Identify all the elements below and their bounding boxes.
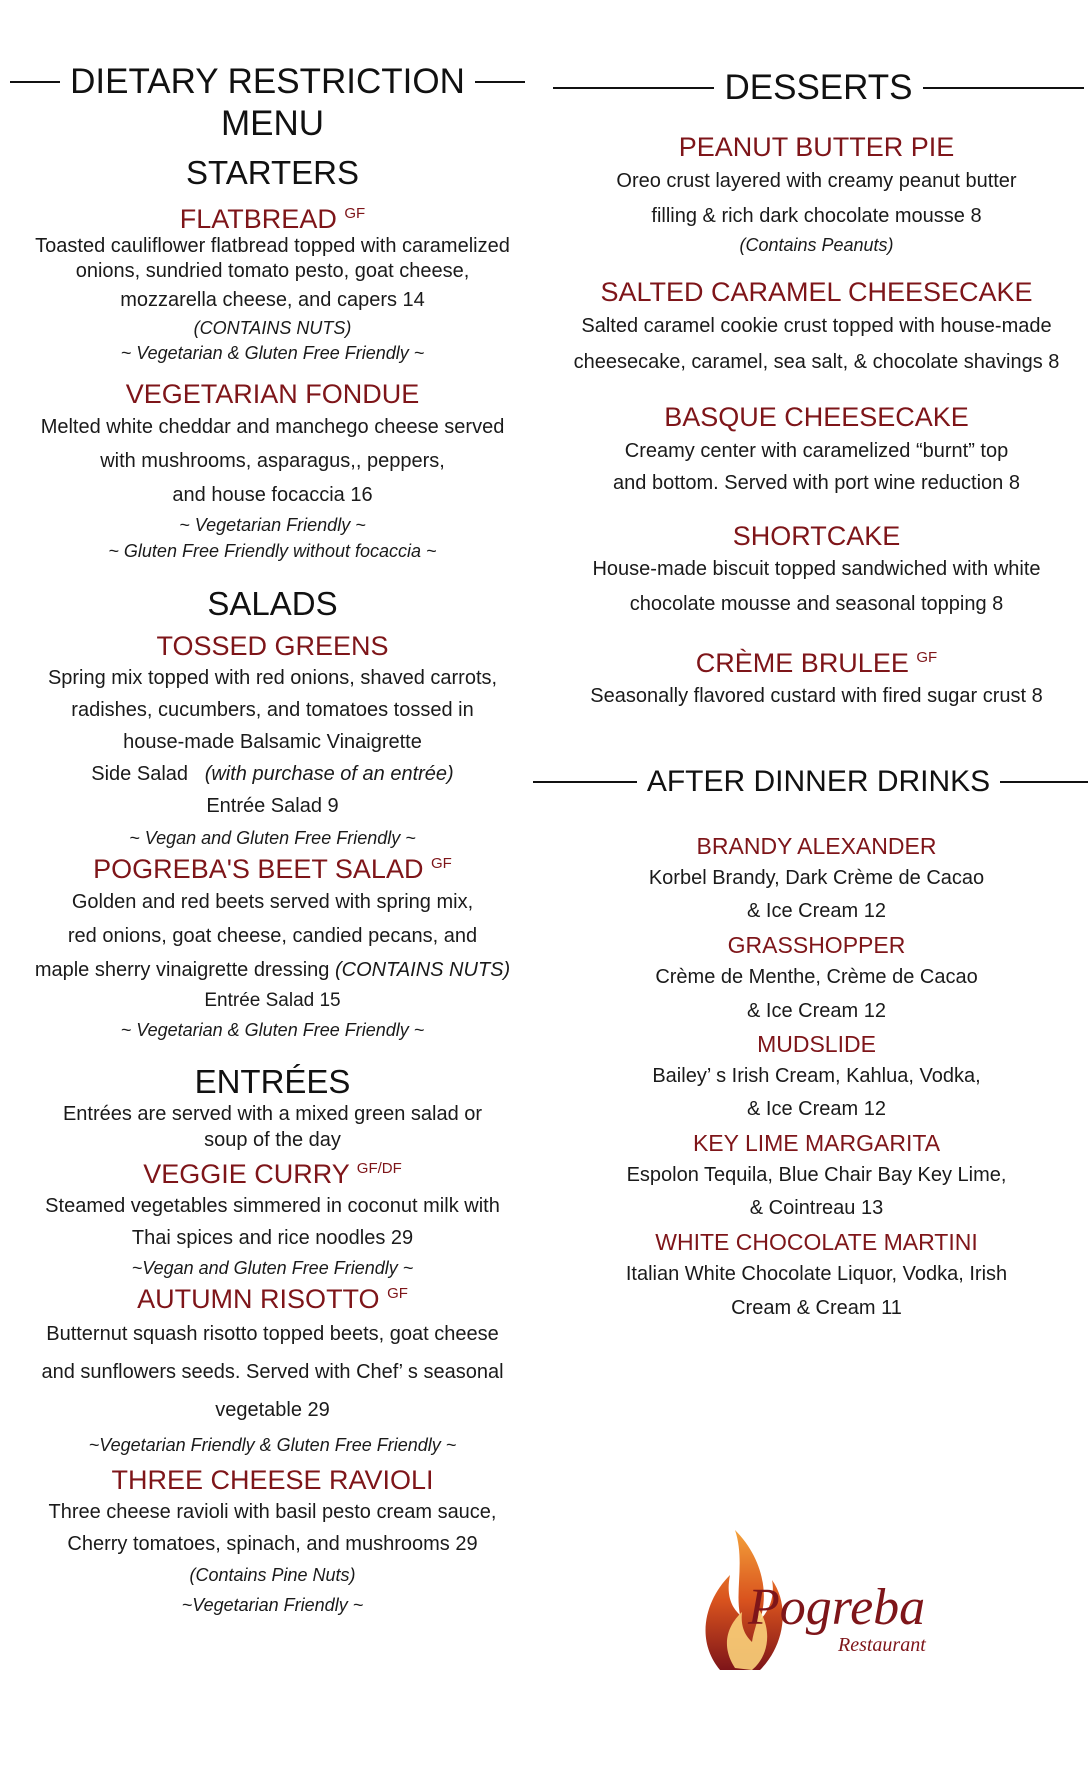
menu-item: [0, 631, 545, 854]
item-desc: Cherry tomatoes, spinach, and mushrooms 29: [67, 1533, 478, 1555]
menu-item: [545, 277, 1088, 380]
entrees-subtitle: soup of the day: [204, 1129, 341, 1151]
gf-badge: GF: [344, 205, 366, 222]
item-desc: Toasted cauliflower flatbread topped with caramelized: [35, 235, 510, 257]
item-desc: and bottom. Served with port wine reduction 8: [613, 472, 1020, 494]
item-note: ~ Vegan and Gluten Free Friendly ~: [129, 828, 416, 848]
item-name: POGREBA'S BEET SALAD $^{GF}$: [93, 854, 452, 884]
menu-title: DIETARY RESTRICTION: [70, 62, 465, 101]
item-note: ~ Vegetarian & Gluten Free Friendly ~: [120, 1020, 425, 1040]
item-desc: Spring mix topped with red onions, shaved carrots,: [47, 667, 498, 689]
gf-df-badge: GF/DF: [356, 1160, 402, 1177]
item-note: (Contains Pine Nuts): [189, 1565, 356, 1585]
menu-item: [0, 1159, 545, 1282]
item-name: VEGGIE CURRY $^{GF/DF}$: [143, 1159, 402, 1189]
item-desc: house-made Balsamic Vinaigrette: [123, 731, 422, 753]
item-desc: radishes, cucumbers, and tomatoes tossed in: [71, 699, 474, 721]
starters-heading: STARTERS: [186, 154, 359, 191]
item-name: PEANUT BUTTER PIE: [678, 132, 955, 162]
item-note: ~ Vegetarian & Gluten Free Friendly ~: [120, 343, 425, 363]
item-note: (CONTAINS NUTS): [193, 318, 352, 338]
item-desc: onions, sundried tomato pesto, goat cheese,: [75, 260, 470, 282]
drink-desc: & Ice Cream 12: [747, 1000, 886, 1022]
menu-item: [0, 1465, 545, 1620]
drink-desc: & Cointreau 13: [749, 1197, 884, 1219]
drink-desc: Korbel Brandy, Dark Crème de Cacao: [648, 867, 985, 889]
item-desc: Golden and red beets served with spring mix,: [71, 891, 474, 913]
item-desc: with mushrooms, asparagus,, peppers,: [100, 450, 445, 472]
item-desc: Salted caramel cookie crust topped with house-made: [581, 315, 1052, 337]
item-desc: and house focaccia 16: [172, 484, 373, 506]
menu-item: [0, 379, 545, 563]
item-desc: Thai spices and rice noodles 29: [131, 1227, 414, 1249]
drink-name: WHITE CHOCOLATE MARTINI: [655, 1229, 978, 1255]
gf-badge: GF: [430, 855, 452, 872]
item-note: ~Vegetarian Friendly ~: [181, 1595, 364, 1615]
drinks-rule-left: [533, 781, 637, 783]
item-desc: cheesecake, caramel, sea salt, & chocolate shavings 8: [573, 351, 1060, 373]
drink-name: MUDSLIDE: [757, 1031, 876, 1057]
item-desc: red onions, goat cheese, candied pecans, and: [67, 925, 478, 947]
item-note: ~ Gluten Free Friendly without focaccia ~: [108, 541, 437, 561]
item-desc: vegetable 29: [215, 1399, 330, 1421]
desserts-rule-right: [923, 87, 1084, 89]
menu-item: [545, 521, 1088, 622]
item-desc: Oreo crust layered with creamy peanut butter: [616, 170, 1017, 192]
drink-desc: & Ice Cream 12: [747, 1098, 886, 1120]
item-desc: and sunflowers seeds. Served with Chef’ s seasonal: [41, 1361, 504, 1383]
menu-title-line2: MENU: [220, 104, 325, 143]
drink-name: KEY LIME MARGARITA: [692, 1130, 941, 1156]
menu-title-row: [0, 62, 545, 102]
drink-name: BRANDY ALEXANDER: [696, 833, 937, 859]
drinks-rule-right: [1000, 781, 1088, 783]
item-name: FLATBREAD $^{GF}$: [179, 204, 366, 234]
side-salad-line: Side Salad (with purchase of an entrée): [91, 763, 454, 785]
drink-name: GRASSHOPPER: [727, 932, 906, 958]
menu-item: [545, 402, 1088, 497]
item-desc: Butternut squash risotto topped beets, goat cheese: [46, 1323, 499, 1345]
logo-subtitle: Restaurant: [838, 1634, 926, 1656]
menu-item: [0, 204, 545, 365]
entrees-heading: ENTRÉES: [194, 1063, 351, 1100]
pogreba-logo: [690, 1520, 970, 1680]
item-name: TOSSED GREENS: [156, 631, 389, 661]
logo-wordmark: Pogreba: [748, 1579, 926, 1636]
title-rule-left: [10, 81, 60, 83]
item-desc: mozzarella cheese, and capers 14: [120, 289, 425, 311]
drink-desc: Italian White Chocolate Liquor, Vodka, Irish: [625, 1263, 1008, 1285]
menu-item: [0, 1284, 545, 1461]
desserts-rule-left: [553, 87, 714, 89]
drink-desc: Bailey’ s Irish Cream, Kahlua, Vodka,: [652, 1065, 981, 1087]
item-name: SHORTCAKE: [732, 521, 901, 551]
entree-salad-price: Entrée Salad 15: [204, 990, 341, 1011]
left-column: [0, 0, 545, 1620]
entree-salad-price: Entrée Salad 9: [206, 795, 339, 817]
drink-desc: & Ice Cream 12: [747, 900, 886, 922]
item-desc: House-made biscuit topped sandwiched with white: [592, 558, 1041, 580]
item-desc: Three cheese ravioli with basil pesto cream sauce,: [48, 1501, 497, 1523]
item-name: AUTUMN RISOTTO $^{GF}$: [137, 1284, 408, 1314]
item-desc-last: maple sherry vinaigrette dressing (CONTAINS NUTS): [34, 959, 511, 981]
drink-desc: Crème de Menthe, Crème de Cacao: [655, 966, 978, 988]
item-desc: Seasonally flavored custard with fired sugar crust 8: [590, 685, 1043, 707]
item-name: SALTED CARAMEL CHEESECAKE: [600, 277, 1033, 307]
item-note: ~Vegetarian Friendly & Gluten Free Friendly ~: [88, 1435, 457, 1455]
right-column: [545, 0, 1088, 1324]
item-desc: Steamed vegetables simmered in coconut milk with: [45, 1195, 500, 1217]
item-note: ~ Vegetarian Friendly ~: [179, 515, 366, 535]
desserts-heading: DESSERTS: [724, 68, 913, 107]
gf-badge: GF: [916, 649, 938, 666]
entrees-subtitle: Entrées are served with a mixed green salad or: [62, 1103, 483, 1125]
item-desc: Melted white cheddar and manchego cheese served: [40, 416, 505, 438]
drinks-title-row: [545, 765, 1088, 799]
salads-heading: SALADS: [207, 585, 338, 622]
desserts-title-row: [545, 68, 1088, 108]
item-name: BASQUE CHEESECAKE: [664, 402, 969, 432]
drink-desc: Espolon Tequila, Blue Chair Bay Key Lime,: [626, 1164, 1007, 1186]
item-desc: chocolate mousse and seasonal topping 8: [629, 593, 1004, 615]
menu-item: [0, 854, 545, 1045]
drinks-list: [545, 833, 1088, 1324]
item-name: CRÈME BRULEE $^{GF}$: [695, 648, 938, 678]
item-note: (Contains Peanuts): [739, 235, 894, 255]
drinks-heading: AFTER DINNER DRINKS: [646, 765, 991, 798]
menu-item: [545, 132, 1088, 257]
drink-desc: Cream & Cream 11: [731, 1297, 902, 1319]
item-name: VEGETARIAN FONDUE: [125, 379, 420, 409]
gf-badge: GF: [387, 1285, 408, 1302]
item-note: ~Vegan and Gluten Free Friendly ~: [131, 1258, 414, 1278]
title-rule-right: [475, 81, 525, 83]
item-desc: filling & rich dark chocolate mousse 8: [651, 205, 982, 227]
menu-item: [545, 648, 1088, 713]
item-name: THREE CHEESE RAVIOLI: [111, 1465, 434, 1495]
item-desc: Creamy center with caramelized “burnt” top: [624, 440, 1009, 462]
